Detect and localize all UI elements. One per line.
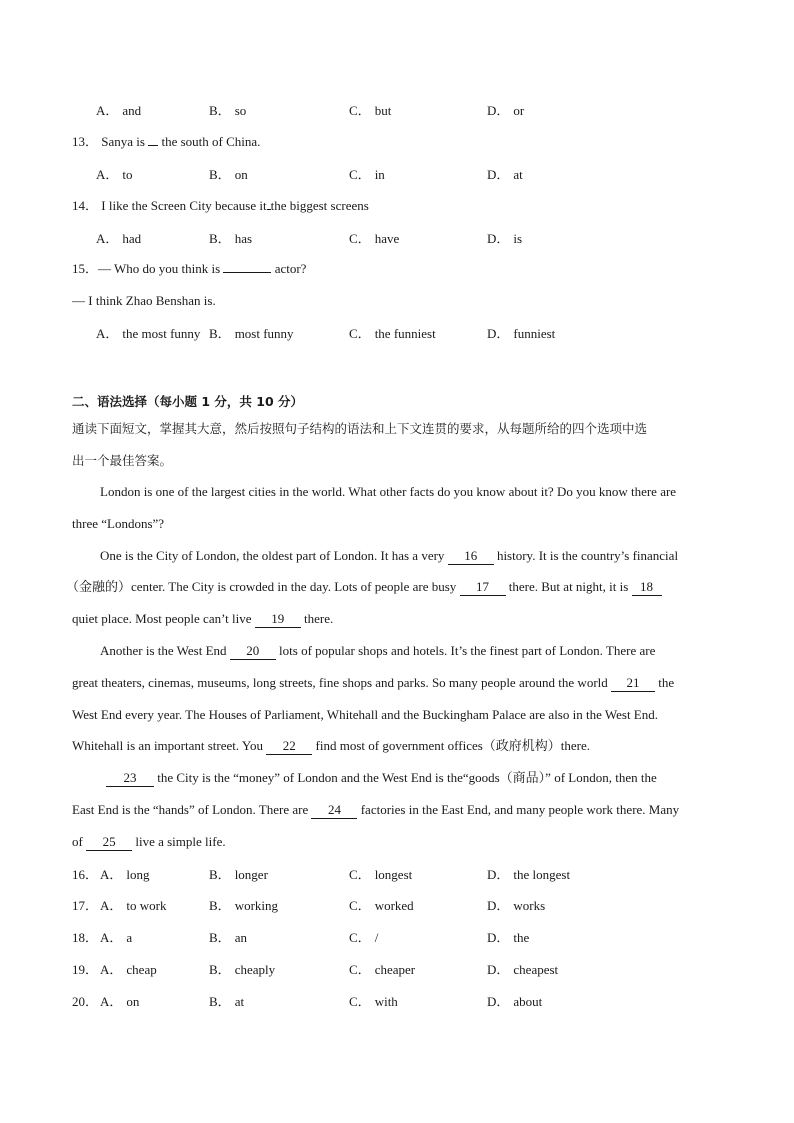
- option-d: D． works: [487, 898, 546, 913]
- question-15-options: [0, 323, 794, 343]
- option-c: C． have: [349, 231, 400, 246]
- option-d: D． or: [487, 103, 525, 118]
- question-number: 16．: [72, 867, 99, 882]
- blank-20: 20: [230, 643, 276, 660]
- question-18: [0, 927, 794, 947]
- option-a: A． to: [96, 167, 133, 182]
- section-instruction: 通读下面短文，掌握其大意，然后按照句子结构的语法和上下文连贯的要求，从每题所给的四个选项中选: [72, 421, 648, 436]
- option-d: D． the: [487, 930, 530, 945]
- question-13-options: [0, 164, 794, 184]
- blank-16: 16: [448, 548, 494, 565]
- passage-line: West End every year. The Houses of Parliament, Whitehall and the Buckingham Palace are also in the West End.: [72, 707, 658, 722]
- option-c: C． in: [349, 167, 385, 182]
- option-a: A． on: [100, 994, 140, 1009]
- option-b: B． cheaply: [209, 962, 276, 977]
- option-b: B． most funny: [209, 326, 294, 341]
- question-15-stem: 15．— Who do you think is actor?: [72, 261, 307, 276]
- option-a: A． and: [96, 103, 142, 118]
- question-number: 19．: [72, 962, 99, 977]
- question-number: 17．: [72, 898, 99, 913]
- option-a: A． to work: [100, 898, 167, 913]
- section-title: 二、语法选择（每小题 1 分，共 10 分）: [72, 394, 304, 409]
- option-d: D． is: [487, 231, 523, 246]
- question-14-options: [0, 228, 794, 248]
- option-b: B． at: [209, 994, 245, 1009]
- option-a: A． had: [96, 231, 142, 246]
- question-14-stem: 14． I like the Screen City because it the biggest screens: [72, 198, 369, 213]
- section-instruction-cont: 出一个最佳答案。: [72, 453, 173, 468]
- question-20: [0, 991, 794, 1011]
- option-b: B． working: [209, 898, 279, 913]
- answer-blank: [223, 272, 271, 273]
- passage-line: great theaters, cinemas, museums, long streets, fine shops and parks. So many people around the world 21 the: [72, 675, 675, 690]
- option-c: C． but: [349, 103, 392, 118]
- option-b: B． longer: [209, 867, 268, 882]
- question-number: 18．: [72, 930, 99, 945]
- passage-line: Another is the West End 20 lots of popular shops and hotels. It’s the finest part of London. There are: [100, 643, 656, 658]
- blank-18: 18: [632, 579, 662, 596]
- option-b: B． so: [209, 103, 247, 118]
- passage-line: （金融的）center. The City is crowded in the day. Lots of people are busy 17 there. But at night, it is 18: [66, 577, 716, 597]
- blank-22: 22: [266, 738, 312, 755]
- blank-23: 23: [106, 770, 154, 787]
- passage-line: Whitehall is an important street. You 22 find most of government offices（政府机构）there.: [72, 738, 591, 753]
- question-number: 20．: [72, 994, 99, 1009]
- option-a: A． a: [100, 930, 133, 945]
- passage-line: 23 the City is the “money” of London and the West End is the“goods（商品）” of London, then the: [106, 768, 756, 788]
- option-c: C． worked: [349, 898, 414, 913]
- option-c: C． cheaper: [349, 962, 416, 977]
- option-d: D． about: [487, 994, 543, 1009]
- option-c: C． longest: [349, 867, 413, 882]
- option-c: C． /: [349, 930, 379, 945]
- blank-17: 17: [460, 579, 506, 596]
- option-d: D． funniest: [487, 326, 556, 341]
- question-17: [0, 895, 794, 915]
- question-16: [0, 864, 794, 884]
- passage-line: quiet place. Most people can’t live 19 there.: [72, 611, 334, 626]
- option-b: B． has: [209, 231, 253, 246]
- blank-21: 21: [611, 675, 655, 692]
- passage-line: One is the City of London, the oldest part of London. It has a very 16 history. It is the country’s financial: [100, 548, 679, 563]
- question-15-reply: — I think Zhao Benshan is.: [72, 293, 216, 308]
- question-13-stem: 13． Sanya is the south of China.: [72, 134, 261, 149]
- passage-line: of 25 live a simple life.: [72, 834, 226, 849]
- question-19: [0, 959, 794, 979]
- answer-blank: [148, 145, 158, 146]
- option-d: D． the longest: [487, 867, 571, 882]
- question-12-options: [0, 100, 794, 120]
- blank-19: 19: [255, 611, 301, 628]
- passage-line: London is one of the largest cities in the world. What other facts do you know about it? Do you know there are: [100, 484, 677, 499]
- blank-24: 24: [311, 802, 357, 819]
- option-d: D． at: [487, 167, 523, 182]
- option-d: D． cheapest: [487, 962, 559, 977]
- blank-25: 25: [86, 834, 132, 851]
- option-c: C． with: [349, 994, 398, 1009]
- passage-line: East End is the “hands” of London. There are 24 factories in the East End, and many people work there. Many: [72, 802, 680, 817]
- option-a: A． cheap: [100, 962, 157, 977]
- option-b: B． an: [209, 930, 247, 945]
- option-a: A． long: [100, 867, 150, 882]
- option-c: C． the funniest: [349, 326, 436, 341]
- passage-line: three “Londons”?: [72, 516, 165, 531]
- option-a: A． the most funny: [96, 326, 201, 341]
- option-b: B． on: [209, 167, 248, 182]
